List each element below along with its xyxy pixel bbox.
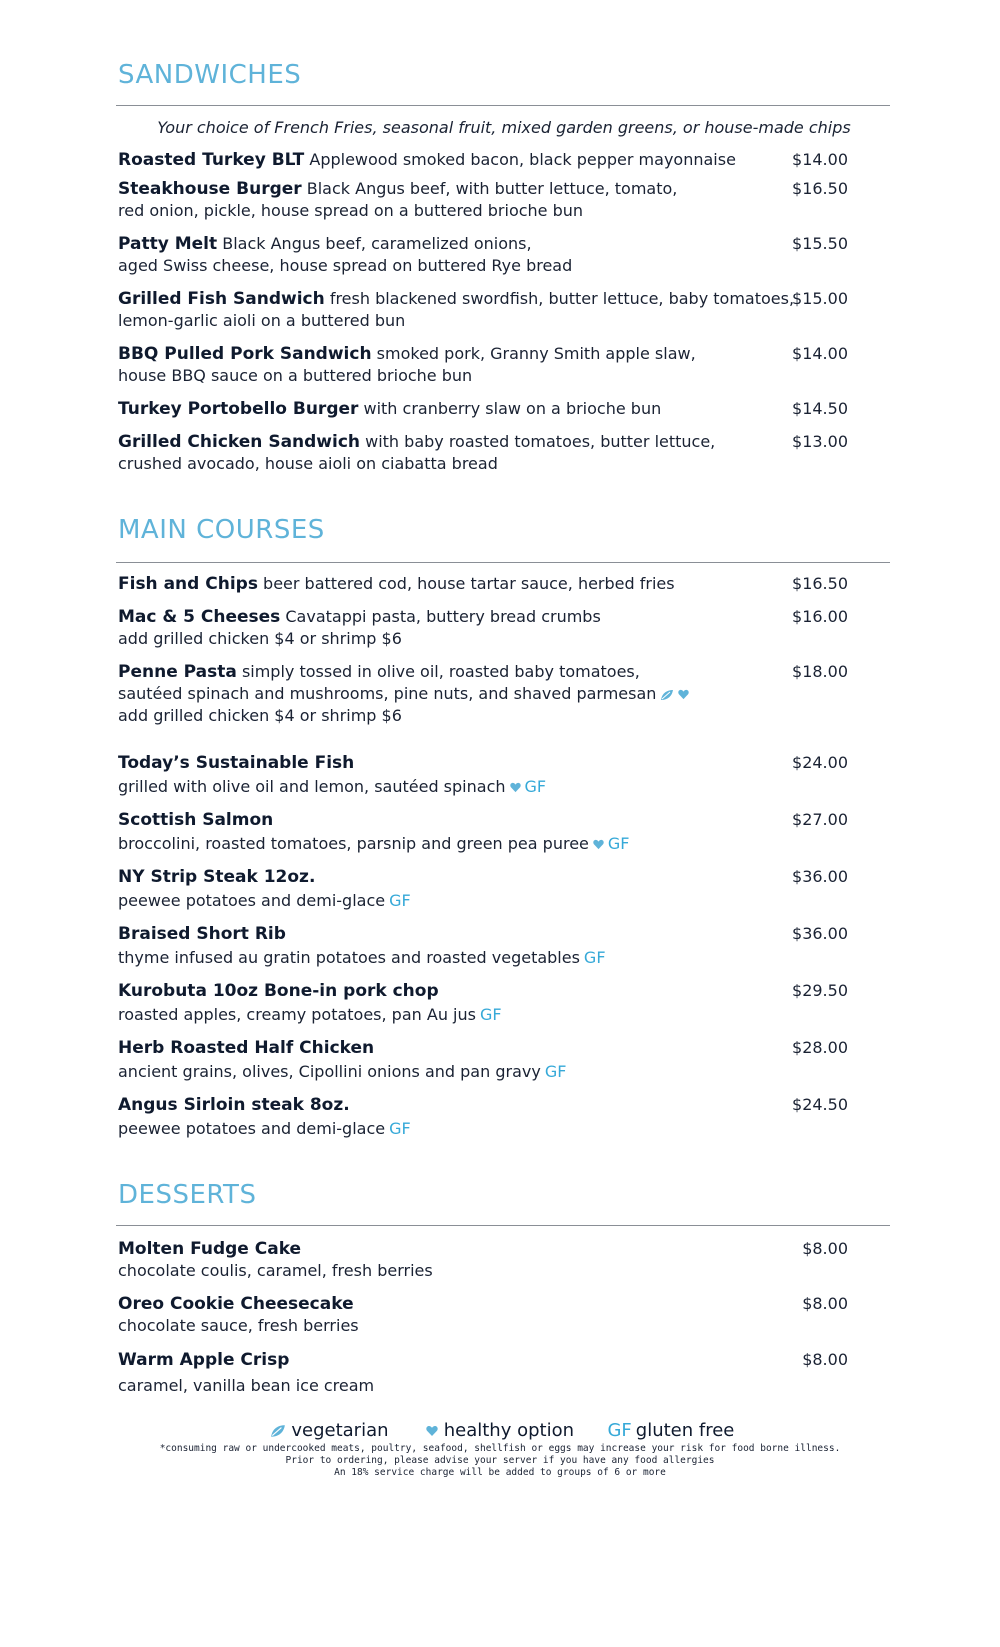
menu-item	[118, 1293, 848, 1337]
menu-item	[118, 980, 848, 1026]
gluten-free-tag: GF	[544, 1062, 567, 1081]
legend-vegetarian-label: vegetarian	[291, 1420, 389, 1441]
item-description-line: house BBQ sauce on a buttered brioche bun	[118, 366, 473, 385]
item-description: broccolini, roasted tomatoes, parsnip and green pea puree	[118, 834, 589, 853]
gluten-free-tag: GF	[389, 1119, 411, 1138]
item-name: Scottish Salmon	[118, 810, 274, 830]
gluten-free-tag: GF	[583, 948, 606, 967]
healthy-heart-icon	[426, 1425, 438, 1437]
gluten-free-tag: GF	[607, 834, 630, 853]
item-price: $36.00	[792, 924, 848, 943]
item-description: chocolate coulis, caramel, fresh berries	[118, 1261, 433, 1280]
item-name: Penne Pasta	[118, 662, 237, 682]
footnote-service-charge: An 18% service charge will be added to groups of 6 or more	[334, 1467, 666, 1478]
menu-item	[118, 233, 848, 277]
menu-item	[118, 1037, 848, 1083]
item-price: $24.50	[792, 1095, 848, 1114]
sandwiches-subtitle: Your choice of French Fries, seasonal fruit, mixed garden greens, or house-made chips	[157, 118, 851, 137]
item-description: simply tossed in olive oil, roasted baby tomatoes,	[241, 662, 640, 681]
vegetarian-leaf-icon	[270, 1424, 286, 1438]
item-price: $16.50	[792, 179, 848, 198]
item-price: $15.50	[792, 234, 848, 253]
legend-gf-tag: GF	[607, 1420, 632, 1441]
footnote-allergies: Prior to ordering, please advise your server if you have any food allergies	[285, 1455, 715, 1466]
item-name: Steakhouse Burger	[118, 179, 302, 199]
item-description-line: lemon-garlic aioli on a buttered bun	[118, 311, 406, 330]
menu-item	[118, 661, 848, 727]
sandwiches-title: SANDWICHES	[118, 60, 302, 90]
item-description: chocolate sauce, fresh berries	[118, 1316, 359, 1335]
item-description-line: sautéed spinach and mushrooms, pine nuts, and shaved parmesan	[118, 684, 657, 703]
item-name: Oreo Cookie Cheesecake	[118, 1294, 354, 1314]
item-name: Today’s Sustainable Fish	[118, 753, 355, 773]
item-description-line: aged Swiss cheese, house spread on buttered Rye bread	[118, 256, 573, 275]
item-name: BBQ Pulled Pork Sandwich	[118, 344, 372, 364]
healthy-heart-icon	[678, 689, 689, 700]
item-name: Molten Fudge Cake	[118, 1239, 302, 1259]
menu-item	[118, 431, 848, 475]
gluten-free-tag: GF	[389, 891, 411, 910]
menu-item	[118, 149, 848, 171]
item-name: Fish and Chips	[118, 574, 258, 594]
menu-item	[118, 1094, 848, 1140]
item-description: beer battered cod, house tartar sauce, herbed fries	[263, 574, 675, 593]
item-description: with baby roasted tomatoes, butter lettuce,	[365, 432, 716, 451]
item-description: peewee potatoes and demi-glace	[118, 891, 386, 910]
item-price: $16.50	[792, 574, 848, 593]
item-name: NY Strip Steak 12oz.	[118, 867, 316, 887]
menu-item	[118, 1238, 848, 1282]
menu-item	[118, 178, 848, 222]
item-description: caramel, vanilla bean ice cream	[118, 1376, 375, 1395]
item-price: $14.00	[792, 150, 848, 169]
footnote-food-safety: *consuming raw or undercooked meats, poultry, seafood, shellfish or eggs may increase your risk for food borne illness.	[159, 1443, 841, 1454]
legend-healthy-label: healthy option	[443, 1420, 574, 1441]
item-name: Herb Roasted Half Chicken	[118, 1038, 375, 1058]
vegetarian-leaf-icon	[660, 689, 674, 701]
item-name: Patty Melt	[118, 234, 218, 254]
item-price: $29.50	[792, 981, 848, 1000]
item-price: $36.00	[792, 867, 848, 886]
item-price: $27.00	[792, 810, 848, 829]
menu-item	[118, 923, 848, 969]
item-price: $18.00	[792, 662, 848, 681]
gluten-free-tag: GF	[479, 1005, 502, 1024]
item-description: Cavatappi pasta, buttery bread crumbs	[285, 607, 601, 626]
item-price: $8.00	[802, 1350, 848, 1369]
item-description: fresh blackened swordfish, butter lettuce, baby tomatoes,	[329, 289, 795, 308]
menu-item	[118, 398, 848, 420]
sandwiches-divider	[116, 105, 890, 106]
item-description: grilled with olive oil and lemon, sautéed spinach	[118, 777, 506, 796]
healthy-heart-icon	[510, 782, 521, 793]
menu-item	[118, 288, 848, 332]
item-price: $28.00	[792, 1038, 848, 1057]
healthy-heart-icon	[593, 839, 604, 850]
item-description: roasted apples, creamy potatoes, pan Au jus	[118, 1005, 476, 1024]
item-name: Turkey Portobello Burger	[118, 399, 359, 419]
item-name: Kurobuta 10oz Bone-in pork chop	[118, 981, 439, 1001]
desserts-divider	[116, 1225, 890, 1226]
menu-item	[118, 752, 848, 798]
item-price: $16.00	[792, 607, 848, 626]
item-price: $14.50	[792, 399, 848, 418]
item-description: with cranberry slaw on a brioche bun	[363, 399, 662, 418]
item-description: Applewood smoked bacon, black pepper mayonnaise	[309, 150, 736, 169]
item-description: ancient grains, olives, Cipollini onions and pan gravy	[118, 1062, 541, 1081]
item-name: Grilled Chicken Sandwich	[118, 432, 361, 452]
dietary-legend	[0, 1420, 1000, 1441]
menu-item	[118, 1349, 848, 1397]
main-courses-title: MAIN COURSES	[118, 515, 325, 545]
item-price: $8.00	[802, 1239, 848, 1258]
item-description: thyme infused au gratin potatoes and roasted vegetables	[118, 948, 580, 967]
item-name: Warm Apple Crisp	[118, 1350, 290, 1370]
item-name: Mac & 5 Cheeses	[118, 607, 281, 627]
item-name: Grilled Fish Sandwich	[118, 289, 325, 309]
item-description-line: red onion, pickle, house spread on a buttered brioche bun	[118, 201, 584, 220]
gluten-free-tag: GF	[524, 777, 547, 796]
item-description: Black Angus beef, caramelized onions,	[222, 234, 532, 253]
item-price: $8.00	[802, 1294, 848, 1313]
menu-item	[118, 573, 848, 595]
item-description: Black Angus beef, with butter lettuce, tomato,	[306, 179, 678, 198]
item-price: $24.00	[792, 753, 848, 772]
item-price: $15.00	[792, 289, 848, 308]
item-price: $14.00	[792, 344, 848, 363]
menu-item	[118, 343, 848, 387]
menu-item	[118, 809, 848, 855]
main-courses-divider	[116, 562, 890, 563]
item-price: $13.00	[792, 432, 848, 451]
item-name: Angus Sirloin steak 8oz.	[118, 1095, 350, 1115]
item-name: Roasted Turkey BLT	[118, 150, 305, 170]
menu-item	[118, 866, 848, 912]
item-name: Braised Short Rib	[118, 924, 286, 944]
desserts-title: DESSERTS	[118, 1180, 257, 1210]
legend-gf-label: gluten free	[635, 1420, 735, 1441]
item-description-line: add grilled chicken $4 or shrimp $6	[118, 629, 402, 648]
menu-item	[118, 606, 848, 650]
item-description: peewee potatoes and demi-glace	[118, 1119, 386, 1138]
item-description-line: add grilled chicken $4 or shrimp $6	[118, 706, 402, 725]
item-description: smoked pork, Granny Smith apple slaw,	[376, 344, 696, 363]
item-description-line: crushed avocado, house aioli on ciabatta bread	[118, 454, 498, 473]
